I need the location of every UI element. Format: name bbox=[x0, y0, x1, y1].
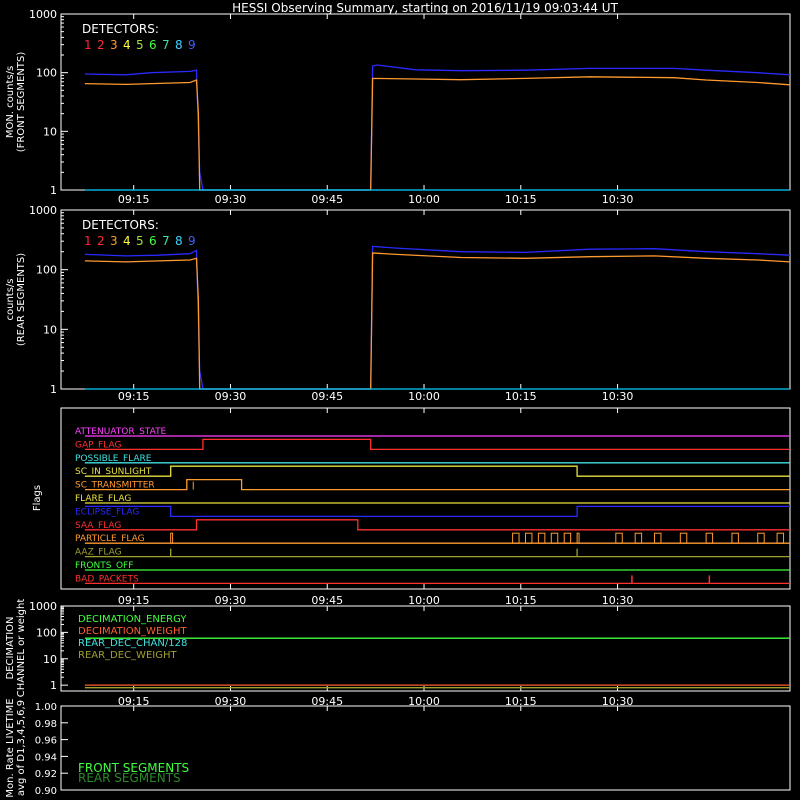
front-ytick-label: 1 bbox=[50, 184, 57, 197]
rear-series-line bbox=[85, 246, 790, 389]
particle-flag-spike bbox=[525, 533, 531, 543]
decimation-ylabel-line: DECIMATION bbox=[5, 616, 16, 680]
particle-flag-spike bbox=[655, 533, 661, 543]
front-xtick-label: 10:15 bbox=[504, 193, 537, 206]
flag-line bbox=[85, 506, 790, 516]
livetime-ytick-label: 0.96 bbox=[34, 735, 57, 747]
front-legend-detector: 6 bbox=[149, 38, 157, 52]
front-legend-detector: 1 bbox=[84, 38, 92, 52]
decimation-legend-label: DECIMATION_ENERGY bbox=[78, 614, 187, 625]
rear-xtick-label: 10:30 bbox=[601, 390, 634, 403]
particle-flag-spike bbox=[732, 533, 738, 543]
rear-series-line bbox=[85, 253, 790, 389]
livetime-ylabel-line: Mon. Rate LIVETIME bbox=[5, 698, 16, 798]
rear-legend-title: DETECTORS: bbox=[82, 218, 159, 232]
front-ylabel-line: MON. counts/s bbox=[5, 65, 16, 139]
flag-label: PARTICLE_FLAG bbox=[75, 534, 145, 545]
decimation-ylabel bbox=[5, 599, 27, 698]
rear-ylabel-line: counts/s bbox=[5, 278, 16, 321]
particle-flag-spike bbox=[635, 533, 641, 543]
livetime-ylabel-line: avg of D1,3,4,5,6,9 bbox=[16, 699, 27, 797]
flags-xtick-label: 09:15 bbox=[117, 594, 150, 607]
front-xtick-label: 10:30 bbox=[601, 193, 634, 206]
rear-xtick-label: 10:00 bbox=[408, 390, 440, 403]
decimation-xtick-label: 09:30 bbox=[214, 695, 247, 708]
particle-flag-spike bbox=[564, 533, 570, 543]
flags-xtick-label: 10:00 bbox=[408, 594, 440, 607]
livetime-ytick-label: 0.94 bbox=[34, 752, 57, 764]
rear-ytick-label: 1000 bbox=[29, 204, 57, 217]
particle-flag-spike bbox=[680, 533, 686, 543]
particle-flag-spike bbox=[706, 533, 712, 543]
flags-xtick-label: 10:15 bbox=[504, 594, 537, 607]
decimation-legend-label: REAR_DEC_WEIGHT bbox=[78, 650, 177, 661]
decimation-xtick-label: 10:00 bbox=[408, 695, 440, 708]
flag-line bbox=[85, 520, 790, 530]
decimation-xtick-label: 09:45 bbox=[311, 695, 344, 708]
front-ytick-label: 10 bbox=[43, 125, 57, 139]
decimation-ytick-label: 1000 bbox=[29, 600, 57, 613]
chart-title: HESSI Observing Summary, starting on 2016/11/19 09:03:44 UT bbox=[232, 1, 618, 15]
decimation-ytick-label: 1 bbox=[50, 679, 57, 693]
rear-legend-detector: 1 bbox=[84, 234, 92, 248]
rear-legend-detector: 7 bbox=[162, 234, 170, 248]
particle-flag-spike bbox=[513, 533, 519, 543]
flag-label: ATTENUATOR_STATE bbox=[75, 427, 167, 437]
flag-line bbox=[85, 480, 790, 490]
livetime-ytick-label: 0.98 bbox=[34, 718, 57, 730]
rear-xtick-label: 09:15 bbox=[117, 390, 150, 403]
particle-flag-spike bbox=[551, 533, 557, 543]
rear-legend-detector: 3 bbox=[110, 234, 118, 248]
flag-label: SC_IN_SUNLIGHT bbox=[75, 467, 152, 478]
particle-flag-spike bbox=[171, 533, 173, 543]
particle-flag-spike bbox=[777, 533, 783, 543]
rear-legend-detector: 4 bbox=[123, 234, 131, 248]
rear-ytick-label: 1 bbox=[50, 383, 57, 396]
rear-legend-detector: 6 bbox=[149, 234, 157, 248]
decimation-xtick-label: 10:30 bbox=[601, 695, 634, 708]
front-xtick-label: 10:00 bbox=[408, 193, 440, 206]
livetime-legend-label: FRONT SEGMENTS bbox=[78, 761, 190, 775]
livetime-ytick-label: 0.92 bbox=[34, 769, 57, 781]
rear-ylabel bbox=[5, 253, 27, 346]
flag-label: SC_TRANSMITTER bbox=[75, 480, 155, 491]
rear-legend-detector: 9 bbox=[188, 234, 196, 248]
flag-label: ECLIPSE_FLAG bbox=[75, 507, 140, 518]
decimation-ylabel-line: CHANNEL or weight bbox=[16, 598, 27, 698]
decimation-xtick-label: 10:15 bbox=[504, 695, 537, 708]
particle-flag-spike bbox=[577, 533, 579, 543]
rear-ytick-label: 100 bbox=[36, 263, 57, 277]
flags-panel-frame bbox=[61, 408, 790, 589]
rear-xtick-label: 09:30 bbox=[214, 390, 247, 403]
decimation-xtick-label: 09:15 bbox=[117, 695, 150, 708]
flag-label: BAD_PACKETS bbox=[75, 574, 139, 585]
flag-label: POSSIBLE_FLARE bbox=[75, 453, 152, 464]
front-ytick-label: 1000 bbox=[29, 8, 57, 21]
flag-line bbox=[85, 466, 790, 476]
front-legend-detector: 5 bbox=[136, 38, 144, 52]
front-series-line bbox=[85, 77, 790, 190]
rear-ylabel-line: (REAR SEGMENTS) bbox=[16, 252, 27, 347]
flag-label: GAP_FLAG bbox=[75, 440, 122, 451]
rear-xtick-label: 10:15 bbox=[504, 390, 537, 403]
front-ylabel-line: (FRONT SEGMENTS) bbox=[16, 51, 27, 153]
front-legend-detector: 9 bbox=[188, 38, 196, 52]
rear-panel-frame bbox=[61, 210, 790, 389]
front-legend-detector: 7 bbox=[162, 38, 170, 52]
front-panel-frame bbox=[61, 14, 790, 190]
front-legend-detector: 3 bbox=[110, 38, 118, 52]
livetime-legend-label: REAR SEGMENTS bbox=[78, 771, 181, 785]
flag-label: AAZ_FLAG bbox=[75, 547, 122, 558]
front-legend-detector: 4 bbox=[123, 38, 131, 52]
front-legend-detector: 8 bbox=[175, 38, 183, 52]
front-xtick-label: 09:30 bbox=[214, 193, 247, 206]
flags-xtick-label: 09:30 bbox=[214, 594, 247, 607]
livetime-ylabel bbox=[5, 698, 27, 797]
rear-legend-detector: 8 bbox=[175, 234, 183, 248]
decimation-ytick-label: 100 bbox=[36, 626, 57, 640]
livetime-ytick-label: 0.90 bbox=[34, 786, 57, 797]
decimation-legend-label: REAR_DEC_CHAN/128 bbox=[78, 638, 188, 649]
decimation-legend-label: DECIMATION_WEIGHT bbox=[78, 626, 187, 637]
rear-ytick-label: 10 bbox=[43, 323, 57, 337]
flags-xtick-label: 09:45 bbox=[311, 594, 344, 607]
rear-xtick-label: 09:45 bbox=[311, 390, 344, 403]
flags-ylabel bbox=[32, 485, 43, 511]
front-series-line bbox=[85, 65, 790, 190]
flag-label: SAA_FLAG bbox=[75, 520, 122, 531]
rear-legend-detector: 5 bbox=[136, 234, 144, 248]
front-legend-detector: 2 bbox=[97, 38, 105, 52]
front-xtick-label: 09:15 bbox=[117, 193, 150, 206]
flags-xtick-label: 10:30 bbox=[601, 594, 634, 607]
decimation-ytick-label: 10 bbox=[43, 652, 57, 666]
flag-line bbox=[85, 439, 790, 449]
front-ylabel bbox=[5, 52, 27, 153]
front-xtick-label: 09:45 bbox=[311, 193, 344, 206]
particle-flag-spike bbox=[616, 533, 622, 543]
livetime-ytick-label: 1.00 bbox=[34, 702, 57, 713]
particle-flag-spike bbox=[538, 533, 544, 543]
front-ytick-label: 100 bbox=[36, 66, 57, 80]
flag-label: FLARE_FLAG bbox=[75, 494, 132, 504]
front-legend-title: DETECTORS: bbox=[82, 22, 159, 36]
flag-label: FRONTS_OFF bbox=[75, 561, 134, 571]
flags-ylabel-line: Flags bbox=[32, 484, 43, 512]
rear-legend-detector: 2 bbox=[97, 234, 105, 248]
particle-flag-spike bbox=[758, 533, 764, 543]
